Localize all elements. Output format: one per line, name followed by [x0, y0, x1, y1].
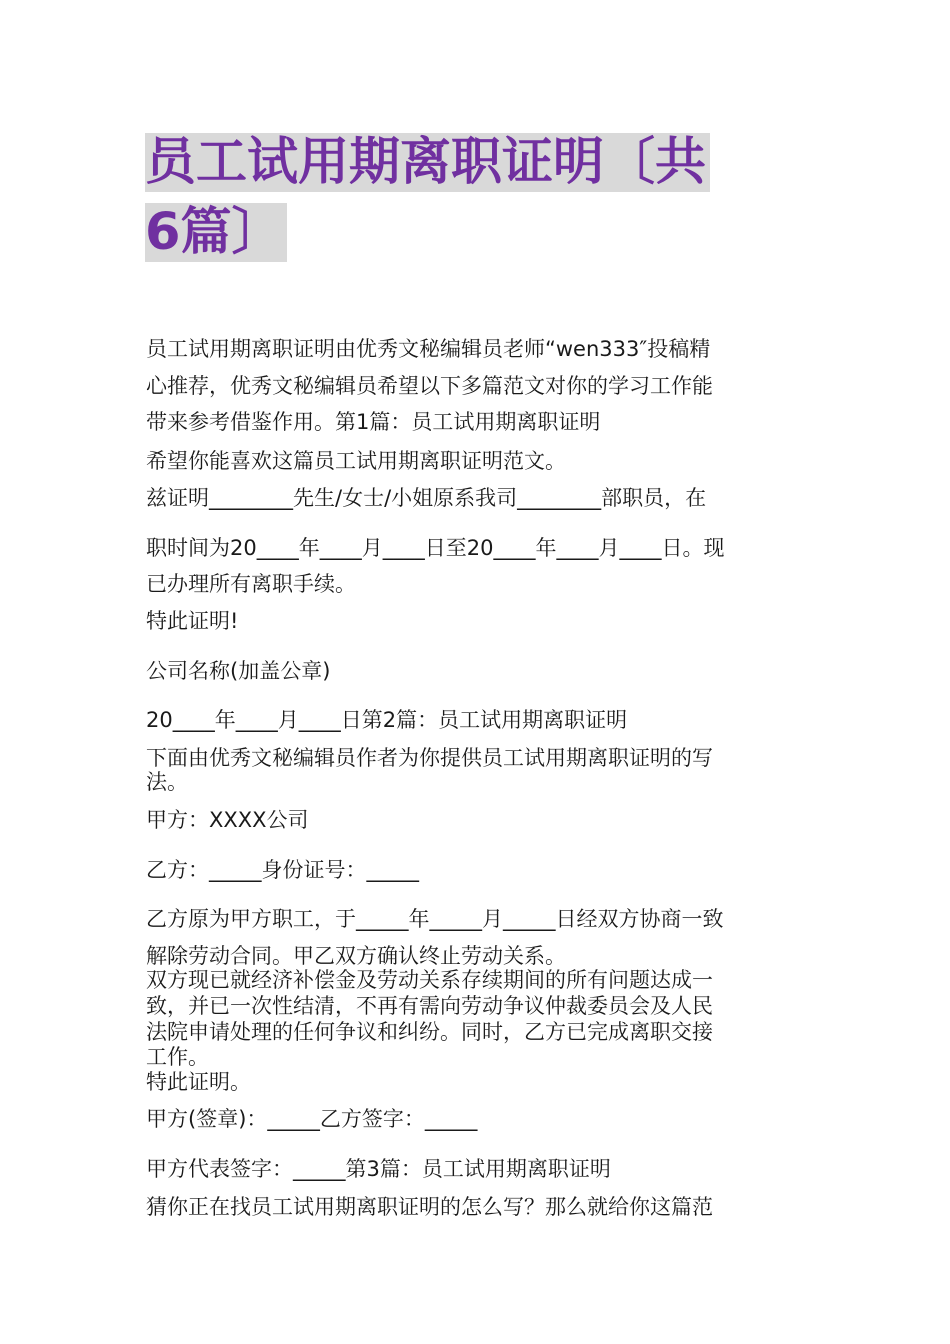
- body-line: 特此证明。: [146, 1070, 251, 1094]
- body-line: 20____年____月____日第2篇：员工试用期离职证明: [146, 708, 628, 732]
- body-line: 已办理所有离职手续。: [146, 572, 356, 596]
- body-line: 下面由优秀文秘编辑员作者为你提供员工试用期离职证明的写: [146, 746, 713, 770]
- body-line: 致，并已一次性结清，不再有需向劳动争议仲裁委员会及人民: [146, 994, 713, 1018]
- body-line: 猜你正在找员工试用期离职证明的怎么写？那么就给你这篇范: [146, 1195, 713, 1219]
- body-line: 双方现已就经济补偿金及劳动关系存续期间的所有问题达成一: [146, 968, 713, 992]
- document-title-line-1: [145, 128, 810, 198]
- body-line: 职时间为20____年____月____日至20____年____月____日。现: [146, 536, 725, 560]
- body-line: 乙方原为甲方职工，于_____年_____月_____日经双方协商一致: [146, 907, 724, 931]
- body-line: 心推荐，优秀文秘编辑员希望以下多篇范文对你的学习工作能: [146, 374, 713, 398]
- document-title-line-2: [145, 198, 810, 268]
- body-line: 特此证明!: [146, 609, 239, 633]
- body-line: 甲方(签章)：_____乙方签字：_____: [146, 1107, 478, 1131]
- body-line: 甲方代表签字：_____第3篇：员工试用期离职证明: [146, 1157, 611, 1181]
- body-line: 甲方：XXXX公司: [146, 808, 309, 832]
- body-line: 带来参考借鉴作用。第1篇：员工试用期离职证明: [146, 410, 601, 434]
- body-line: 解除劳动合同。甲乙双方确认终止劳动关系。: [146, 944, 566, 968]
- body-line: 公司名称(加盖公章): [146, 659, 331, 683]
- body-line: 乙方：_____身份证号：_____: [146, 858, 419, 882]
- document-title-text-1: 员工试用期离职证明〔共: [145, 133, 710, 192]
- body-line: 员工试用期离职证明由优秀文秘编辑员老师“wen333″投稿精: [146, 337, 711, 361]
- body-line: 法。: [146, 770, 188, 794]
- body-line: 兹证明________先生/女士/小姐原系我司________部职员，在: [146, 486, 707, 510]
- body-line: 法院申请处理的任何争议和纠纷。同时，乙方已完成离职交接: [146, 1020, 713, 1044]
- body-line: 工作。: [146, 1045, 209, 1069]
- body-line: 希望你能喜欢这篇员工试用期离职证明范文。: [146, 449, 566, 473]
- document-title-text-2: 6篇〕: [145, 203, 287, 262]
